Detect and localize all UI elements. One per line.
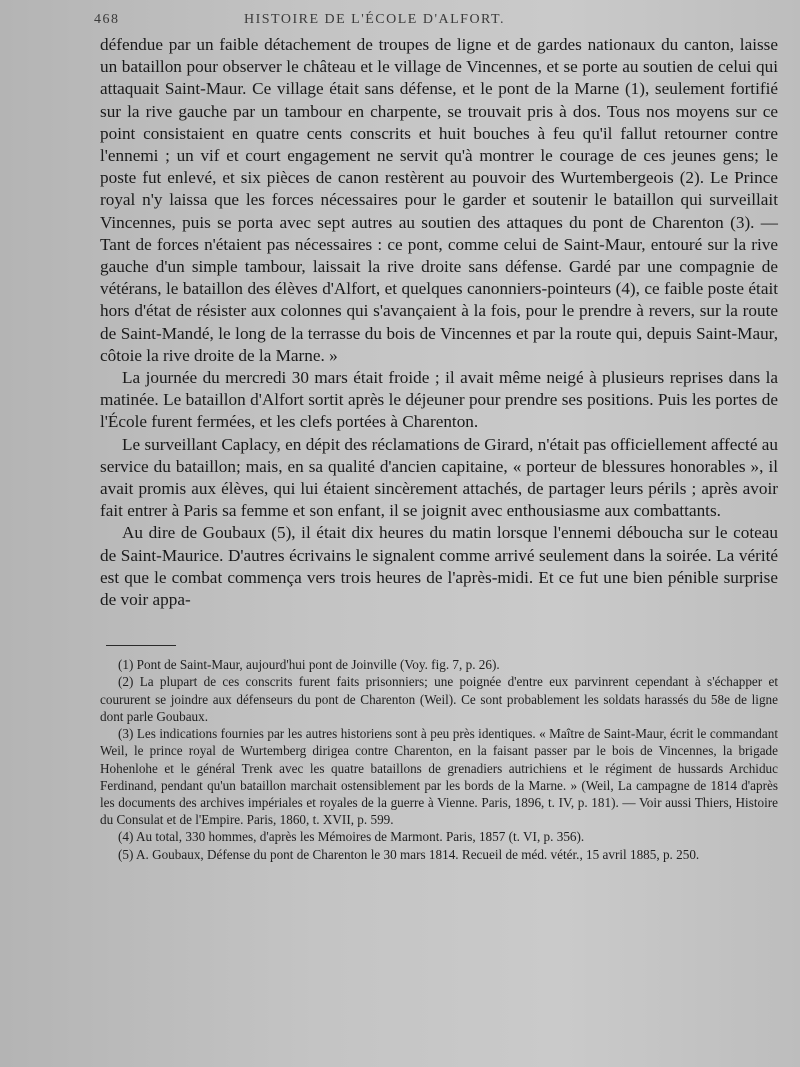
page-number: 468 [94,12,120,27]
body-text [100,34,778,611]
footnote: (5) A. Goubaux, Défense du pont de Charenton le 30 mars 1814. Recueil de méd. vétér., 15 avril 1885, p. 250. [118,846,700,862]
paragraph: défendue par un faible détachement de troupes de ligne et de gardes nationaux du canton, laisse un bataillon pour observer le château et le village de Vincennes, et se porte au soutien de celui qui attaquait Saint-Maur. Ce village était sans défense, et le pont de la Marne (1), seulement fortifié sur la rive gauche par un tambour en charpente, se trouvait pris à dos. Tous nos moyens sur ce point consistaient en quatre cents conscrits et huit bouches à feu qu'il fallut retourner contre l'ennemi ; un vif et court engagement ne servit qu'à montrer le courage de ces jeunes gens; le poste fut enlevé, et six pièces de canon restèrent au pouvoir des Wurtembergeois (2). Le Prince royal n'y laissa que les forces nécessaires pour le garder et soutenir le bataillon qui surveillait Vincennes, puis se porta avec sept autres au soutien des attaques du pont de Charenton (3). — Tant de forces n'étaient pas nécessaires : ce pont, comme celui de Saint-Maur, entouré sur la rive gauche d'un simple tambour, laissait la rive droite sans défense. Gardé par une compagnie de vétérans, le bataillon des élèves d'Alfort, et quelques canonniers-pointeurs (4), ce faible poste était hors d'état de résister aux colonnes qui s'avançaient à la fois, pour le prendre à revers, sur la route de Saint-Mandé, le long de la terrasse du bois de Vincennes et par la route qui, depuis Saint-Maur, côtoie la rive droite de la Marne. » [100,35,778,365]
running-title: HISTOIRE DE L'ÉCOLE D'ALFORT. [244,12,506,27]
paragraph: Au dire de Goubaux (5), il était dix heures du matin lorsque l'ennemi déboucha sur le coteau de Saint-Maurice. D'autres écrivains le signalent comme arrivé seulement dans la soirée. La vérité est que le combat commença vers trois heures de l'après-midi. Et ce fut une bien pénible surprise de voir appa- [100,523,778,610]
footnote: (4) Au total, 330 hommes, d'après les Mémoires de Marmont. Paris, 1857 (t. VI, p. 356). [118,829,585,845]
footnote: (2) La plupart de ces conscrits furent faits prisonniers; une poignée d'entre eux parvinrent cependant à s'échapper et coururent se joindre aux défenseurs du pont de Charenton (Weil). Ce sont probablement les soldats harassés du 58e de ligne dont parle Goubaux. [100,674,778,724]
footnote-separator [106,645,176,646]
paragraph: La journée du mercredi 30 mars était froide ; il avait même neigé à plusieurs reprises dans la matinée. Le bataillon d'Alfort sortit après le déjeuner pour prendre ses positions. Puis les portes de l'École furent fermées, et les clefs portées à Charenton. [100,368,778,432]
paragraph: Le surveillant Caplacy, en dépit des réclamations de Girard, n'était pas officiellement affecté au service du bataillon; mais, en sa qualité d'ancien capitaine, « porteur de blessures honorables », il avait promis aux élèves, qui lui étaient sincèrement attachés, de partager leurs périls ; après avoir fait entrer à Paris sa femme et son enfant, il se joignit avec enthousiasme aux combattants. [100,434,778,521]
page-header [94,12,778,34]
footnote: (3) Les indications fournies par les autres historiens sont à peu près identiques. « Maître de Saint-Maur, écrit le commandant Weil, le prince royal de Wurtemberg dirigea contre Charenton, en la faisant passer par le bois de Vincennes, la brigade Hohenlohe et le général Trenk avec les quatre bataillons de grenadiers autrichiens et le régiment de hussards Archiduc Ferdinand, pendant qu'un bataillon marchait ostensiblement par les bords de la Marne. » (Weil, La campagne de 1814 d'après les documents des archives impériales et royales de la guerre à Vienne. Paris, 1896, t. IV, p. 181). — Voir aussi Thiers, Histoire du Consulat et de l'Empire. Paris, 1860, t. XVII, p. 599. [100,726,778,828]
footnotes [100,656,778,862]
footnote: (1) Pont de Saint-Maur, aujourd'hui pont de Joinville (Voy. fig. 7, p. 26). [118,657,500,673]
